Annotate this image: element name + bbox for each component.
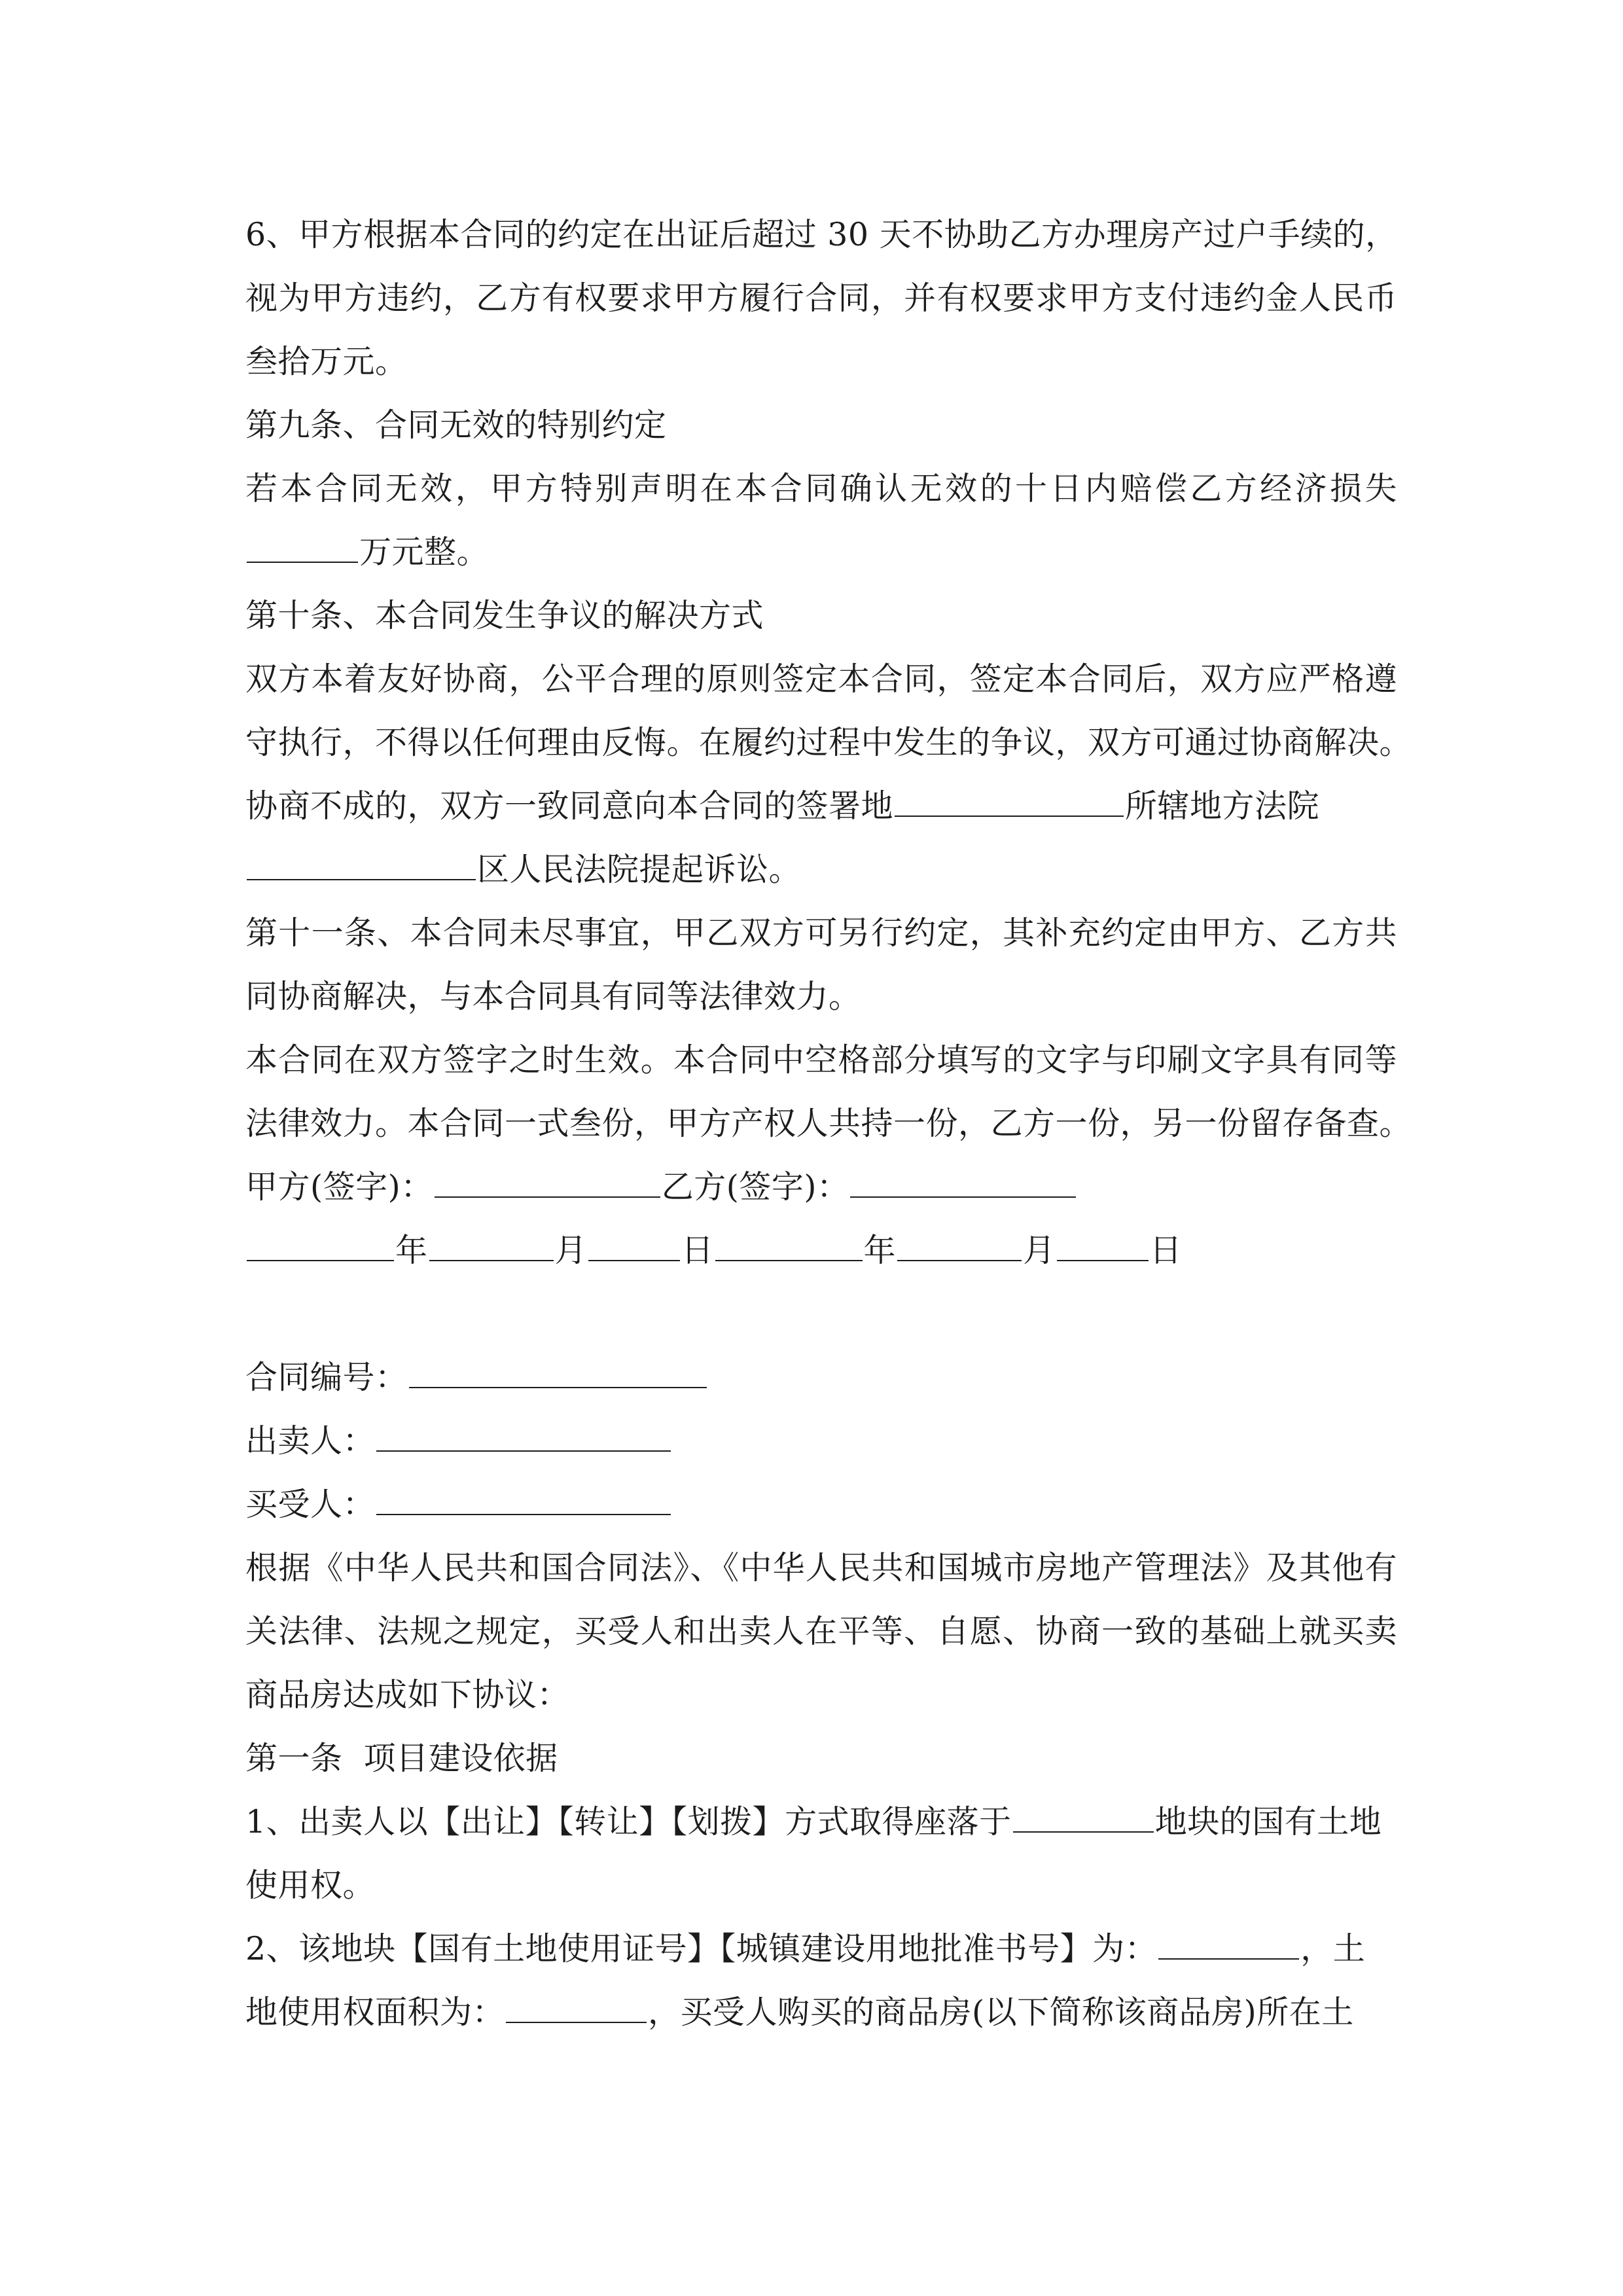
year-label: 年 xyxy=(863,1232,897,1269)
party-b-signature-blank[interactable] xyxy=(850,1166,1076,1198)
party-a-month-blank[interactable] xyxy=(429,1230,554,1261)
signature-line xyxy=(245,1155,1397,1219)
compensation-suffix: 万元整。 xyxy=(359,533,490,571)
effect-line-2: 法律效力。本合同一式叁份，甲方产权人共持一份，乙方一份，另一份留存备查。 xyxy=(245,1105,1412,1142)
article-10-line-3 xyxy=(245,774,1397,838)
item-1-line-1 xyxy=(245,1790,1397,1854)
item-1-prefix: 1、出卖人以【出让】【转让】【划拨】方式取得座落于 xyxy=(245,1803,1012,1840)
item-2-line-2-prefix: 地使用权面积为： xyxy=(245,1994,505,2031)
clause-6-line-3: 叁拾万元。 xyxy=(245,343,408,380)
contract-number-blank[interactable] xyxy=(409,1357,707,1388)
party-b-year-blank[interactable] xyxy=(715,1230,863,1261)
party-b-month-blank[interactable] xyxy=(897,1230,1022,1261)
party-b-sign-label: 乙方(签字)： xyxy=(661,1168,849,1206)
item-2-suffix: ，土 xyxy=(1300,1930,1366,1967)
clause-6-line-1: 6、甲方根据本合同的约定在出证后超过 30 天不协助乙方办理房产过户手续的， xyxy=(245,216,1398,253)
article-10-line-2: 守执行，不得以任何理由反悔。在履约过程中发生的争议，双方可通过协商解决。 xyxy=(245,724,1412,761)
article-9-line-1: 若本合同无效，甲方特别声明在本合同确认无效的十日内赔偿乙方经济损失 xyxy=(245,470,1397,507)
contract-number-label: 合同编号： xyxy=(245,1359,408,1396)
item-2-line-2 xyxy=(245,1981,1397,2044)
party-a-sign-label: 甲方(签字)： xyxy=(245,1168,433,1206)
clause-6-line-2: 视为甲方违约，乙方有权要求甲方履行合同，并有权要求甲方支付违约金人民币 xyxy=(245,279,1397,317)
compensation-blank[interactable] xyxy=(247,531,358,563)
article-9-line-2 xyxy=(245,520,1397,584)
land-area-blank[interactable] xyxy=(506,1992,647,2023)
article-11-line-2: 同协商解决，与本合同具有同等法律效力。 xyxy=(245,978,861,1015)
party-a-year-blank[interactable] xyxy=(247,1230,394,1261)
year-label: 年 xyxy=(395,1232,428,1269)
seller-blank[interactable] xyxy=(376,1420,671,1452)
district-court-blank[interactable] xyxy=(247,849,476,880)
seller-label: 出卖人： xyxy=(245,1422,376,1460)
land-certificate-blank[interactable] xyxy=(1158,1928,1299,1960)
article-10-line-1: 双方本着友好协商，公平合理的原则签定本合同，签定本合同后，双方应严格遵 xyxy=(245,660,1397,698)
document-body xyxy=(245,203,1412,2044)
intro-line-3: 商品房达成如下协议： xyxy=(245,1676,570,1713)
party-a-signature-blank[interactable] xyxy=(435,1166,660,1198)
signing-place-blank[interactable] xyxy=(895,785,1124,817)
item-1-line-2: 使用权。 xyxy=(245,1867,376,1904)
land-location-blank[interactable] xyxy=(1013,1801,1154,1833)
effect-line-1: 本合同在双方签字之时生效。本合同中空格部分填写的文字与印刷文字具有同等 xyxy=(245,1041,1397,1079)
month-label: 月 xyxy=(554,1232,588,1269)
buyer-label: 买受人： xyxy=(245,1486,376,1523)
item-2-line-1 xyxy=(245,1917,1397,1981)
party-b-day-blank[interactable] xyxy=(1057,1230,1149,1261)
article-10-heading: 第十条、本合同发生争议的解决方式 xyxy=(245,597,764,634)
article-10-line-4 xyxy=(245,838,1397,901)
contract-number-line xyxy=(245,1346,1397,1409)
seller-line xyxy=(245,1409,1397,1473)
section-gap xyxy=(245,1282,1397,1346)
day-label: 日 xyxy=(1149,1232,1183,1269)
article-1-heading: 第一条 项目建设依据 xyxy=(245,1740,558,1777)
party-a-day-blank[interactable] xyxy=(588,1230,680,1261)
item-2-prefix: 2、该地块【国有土地使用证号】【城镇建设用地批准书号】为： xyxy=(245,1930,1158,1967)
buyer-line xyxy=(245,1473,1397,1536)
item-1-suffix: 地块的国有土地 xyxy=(1154,1803,1382,1840)
buyer-blank[interactable] xyxy=(376,1484,671,1515)
date-line xyxy=(245,1219,1397,1282)
month-label: 月 xyxy=(1023,1232,1056,1269)
item-2-line-2-suffix: ，买受人购买的商品房(以下简称该商品房)所在土 xyxy=(648,1994,1354,2031)
intro-line-2: 关法律、法规之规定，买受人和出卖人在平等、自愿、协商一致的基础上就买卖 xyxy=(245,1613,1397,1650)
day-label: 日 xyxy=(681,1232,714,1269)
article-10-line-4-suffix: 区人民法院提起诉讼。 xyxy=(477,851,802,888)
article-11-line-1: 第十一条、本合同未尽事宜，甲乙双方可另行约定，其补充约定由甲方、乙方共 xyxy=(245,914,1397,952)
article-10-line-3-prefix: 协商不成的，双方一致同意向本合同的签署地 xyxy=(245,787,894,825)
article-10-line-3-suffix: 所辖地方法院 xyxy=(1125,787,1320,825)
intro-line-1: 根据《中华人民共和国合同法》、《中华人民共和国城市房地产管理法》及其他有 xyxy=(245,1549,1397,1587)
article-9-heading: 第九条、合同无效的特别约定 xyxy=(245,406,667,444)
